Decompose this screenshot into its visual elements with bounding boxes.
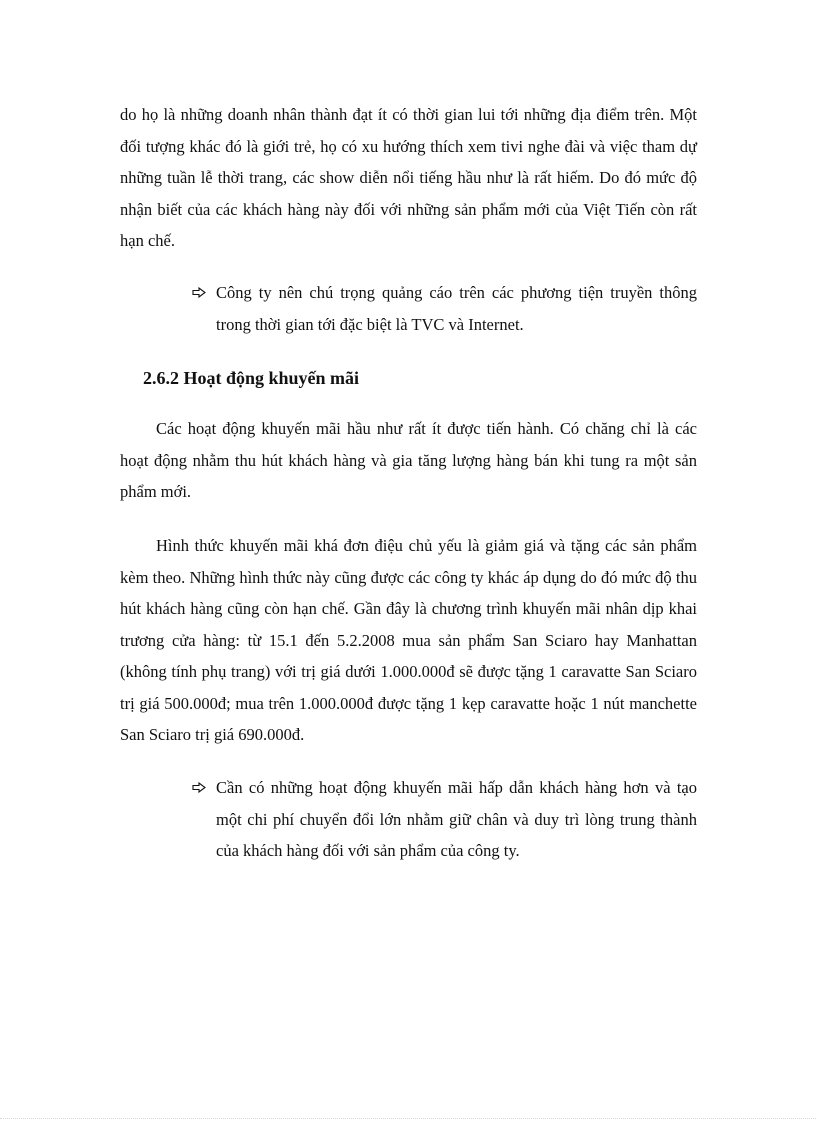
bullet-text: Cần có những hoạt động khuyến mãi hấp dẫn khách hàng hơn và tạo một chi phí chuyển đổi lớn nhằm giữ chân và duy trì lòng trung thành của khách hàng đối với sản phẩm của công ty. bbox=[216, 778, 697, 860]
bullet-text: Công ty nên chú trọng quảng cáo trên các phương tiện truyền thông trong thời gian tới đặc biệt là TVC và Internet. bbox=[216, 283, 697, 334]
bullet-promotion-recommendation bbox=[192, 772, 697, 867]
right-arrow-icon bbox=[192, 772, 210, 804]
paragraph-target-audience: do họ là những doanh nhân thành đạt ít có thời gian lui tới những địa điểm trên. Một đối tượng khác đó là giới trẻ, họ có xu hướng thích xem tivi nghe đài và việc tham dự những tuần lễ thời trang, các show diễn nổi tiếng hầu như là rất hiếm. Do đó mức độ nhận biết của các khách hàng này đối với những sản phẩm mới của Việt Tiến còn rất hạn chế. bbox=[120, 105, 697, 250]
section-heading: 2.6.2 Hoạt động khuyến mãi bbox=[143, 368, 360, 388]
paragraph-promotion-activities: Các hoạt động khuyến mãi hầu như rất ít được tiến hành. Có chăng chỉ là các hoạt động nhằm thu hút khách hàng và gia tăng lượng hàng bán khi tung ra một sản phẩm mới. bbox=[120, 419, 697, 501]
paragraph-promotion-forms: Hình thức khuyến mãi khá đơn điệu chủ yếu là giảm giá và tặng các sản phẩm kèm theo. Những hình thức này cũng được các công ty khác áp dụng do đó mức độ thu hút khách hàng cũng còn hạn chế. Gần đây là chương trình khuyến mãi nhân dịp khai trương cửa hàng: từ 15.1 đến 5.2.2008 mua sản phẩm San Sciaro hay Manhattan (không tính phụ trang) với trị giá dưới 1.000.000đ sẽ được tặng 1 caravatte San Sciaro trị giá 500.000đ; mua trên 1.000.000đ được tặng 1 kẹp caravatte hoặc 1 nút manchette San Sciaro trị giá 690.000đ. bbox=[120, 536, 697, 744]
page-bottom-divider bbox=[0, 1118, 816, 1119]
right-arrow-icon bbox=[192, 277, 210, 309]
bullet-advertising-recommendation bbox=[192, 277, 697, 340]
